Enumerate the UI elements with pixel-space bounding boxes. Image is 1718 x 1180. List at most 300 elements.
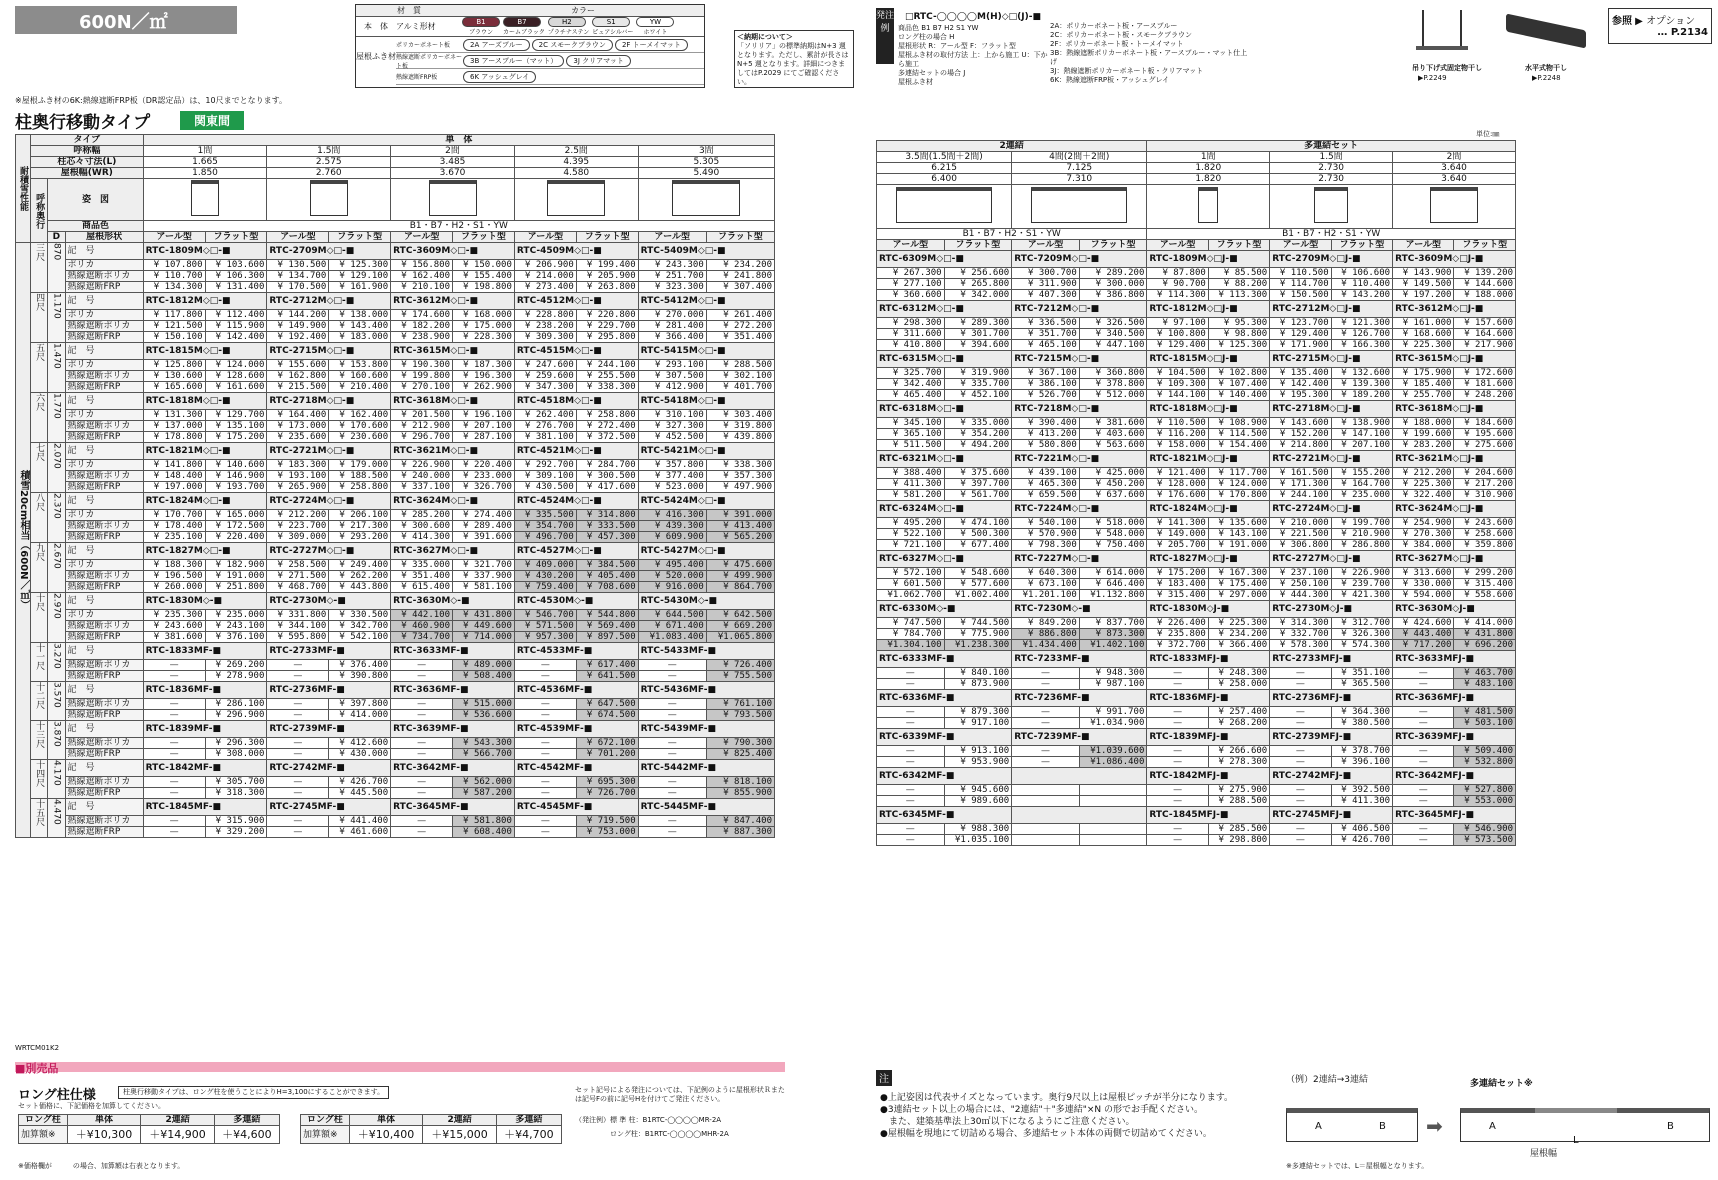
model-code: RTC-2715M◇□-■ bbox=[267, 343, 391, 360]
price-cell: ¥ 235.100 bbox=[143, 532, 205, 543]
price-cell: ¥ 272.400 bbox=[576, 421, 638, 432]
price-cell: ¥1.434.400 bbox=[1012, 640, 1080, 651]
model-code: RTC-2712M◇□J-■ bbox=[1270, 301, 1393, 318]
price-cell: ¥ 85.500 bbox=[1208, 268, 1269, 279]
price-row bbox=[877, 340, 1516, 351]
model-code: RTC-3639MF-■ bbox=[391, 721, 515, 738]
price-cell: ¥ 818.100 bbox=[706, 777, 774, 788]
price-cell: ¥ 193.700 bbox=[205, 482, 267, 493]
price-cell: ¥ 103.600 bbox=[205, 260, 267, 271]
dash-cell: — bbox=[267, 660, 329, 671]
price-cell: ¥ 226.900 bbox=[1331, 568, 1392, 579]
price-cell: ¥ 135.100 bbox=[205, 421, 267, 432]
arch-header: アール型 bbox=[267, 232, 329, 243]
shape-row bbox=[16, 232, 775, 243]
price-cell: ¥ 312.700 bbox=[1331, 618, 1392, 629]
price-cell: ¥ 88.200 bbox=[1208, 279, 1269, 290]
price-cell: ¥ 750.400 bbox=[1079, 540, 1147, 551]
price-cell: ¥ 300.500 bbox=[576, 471, 638, 482]
colors-double: B1・B7・H2・S1・YW bbox=[877, 229, 1147, 240]
color-chips bbox=[462, 17, 674, 36]
model-code: RTC-6321M◇□-■ bbox=[877, 451, 1012, 468]
price-cell: ¥ 90.700 bbox=[1147, 279, 1208, 290]
price-cell: ¥ 989.600 bbox=[944, 796, 1012, 807]
spec-col-material: 材 質 bbox=[397, 6, 421, 15]
dash-cell: — bbox=[1270, 746, 1331, 757]
price-cell: ¥ 142.400 bbox=[1270, 379, 1331, 390]
long-price: ＋¥15,000 bbox=[423, 1126, 497, 1144]
depth-name: 六尺 bbox=[31, 393, 48, 443]
depth-d: 2.970 bbox=[48, 593, 65, 643]
figure-header: 姿 図 bbox=[48, 179, 143, 221]
price-row bbox=[877, 279, 1516, 290]
price-cell: ¥ 315.900 bbox=[205, 816, 267, 827]
hanging-dryer-page[interactable]: ▶P.2249 bbox=[1418, 74, 1447, 82]
dash-cell: — bbox=[638, 710, 706, 721]
price-cell: ¥ 659.500 bbox=[1012, 490, 1080, 501]
price-cell: ¥ 143.900 bbox=[1393, 268, 1454, 279]
model-code: RTC-6327M◇□-■ bbox=[877, 551, 1012, 568]
price-cell: ¥ 137.000 bbox=[143, 421, 205, 432]
price-cell: ¥ 287.100 bbox=[453, 432, 515, 443]
price-cell: ¥ 305.700 bbox=[205, 777, 267, 788]
model-code: RTC-2736MF-■ bbox=[267, 682, 391, 699]
price-cell: ¥ 323.300 bbox=[638, 282, 706, 293]
order-example-2: ロング柱：B1RTC-◯◯◯◯MHR-2A bbox=[610, 1130, 729, 1138]
roof-row bbox=[396, 69, 704, 85]
order-item: 屋根形状 R：アール型 F：フラット型 bbox=[898, 42, 1016, 50]
price-cell: ¥ 223.700 bbox=[267, 521, 329, 532]
horizontal-dryer-page[interactable]: ▶P.2248 bbox=[1532, 74, 1561, 82]
roof-width-label: 屋根幅 bbox=[1530, 1149, 1558, 1159]
price-cell: ¥ 386.800 bbox=[1079, 290, 1147, 301]
flat-header: フラット型 bbox=[706, 232, 774, 243]
dash-cell: — bbox=[877, 785, 945, 796]
model-row bbox=[16, 721, 775, 738]
long-pillar-price-note: ※価格欄が の場合、加算額は右表となります。 bbox=[18, 1162, 185, 1170]
model-code: RTC-6318M◇□-■ bbox=[877, 401, 1012, 418]
price-row bbox=[16, 521, 775, 532]
dash-cell: — bbox=[1270, 679, 1331, 690]
roof-material: ポリカーボネート板 bbox=[396, 42, 450, 49]
carport-figure bbox=[391, 179, 515, 221]
price-cell: ¥ 185.400 bbox=[1393, 379, 1454, 390]
roof-code: 2F：ポリカーボネート板・トーメイマット bbox=[1050, 40, 1184, 48]
price-cell: ¥ 578.300 bbox=[1270, 640, 1331, 651]
price-cell: ¥1.132.800 bbox=[1079, 590, 1147, 601]
model-code: RTC-3636MF-■ bbox=[391, 682, 515, 699]
price-cell: ¥ 162.400 bbox=[391, 271, 453, 282]
model-code: RTC-5412M◇□-■ bbox=[638, 293, 774, 310]
price-cell: ¥ 489.000 bbox=[453, 660, 515, 671]
price-cell: ¥ 244.100 bbox=[1270, 490, 1331, 501]
dash-cell: — bbox=[1012, 746, 1080, 757]
long-pillar-table-2 bbox=[300, 1114, 562, 1144]
price-cell: ¥ 855.900 bbox=[706, 788, 774, 799]
depth-name: 三尺 bbox=[31, 243, 48, 293]
price-cell: ¥ 677.400 bbox=[944, 540, 1012, 551]
dash-cell: — bbox=[1012, 757, 1080, 768]
arch-header: アール型 bbox=[1393, 240, 1454, 251]
dash-cell: — bbox=[391, 827, 453, 838]
price-cell: ¥ 307.500 bbox=[638, 371, 706, 382]
price-cell: ¥ 520.000 bbox=[638, 571, 706, 582]
multi-set-footnote: ※多連結セットでは、L＝屋根幅となります。 bbox=[1286, 1162, 1429, 1170]
price-cell: ¥ 196.300 bbox=[453, 371, 515, 382]
price-cell: ¥ 351.400 bbox=[391, 571, 453, 582]
price-cell: ¥ 238.200 bbox=[514, 321, 576, 332]
price-cell: ¥ 257.400 bbox=[1208, 707, 1269, 718]
color-chip bbox=[592, 17, 633, 36]
price-cell: ¥ 104.500 bbox=[1147, 368, 1208, 379]
model-row bbox=[877, 807, 1516, 824]
color-row bbox=[16, 221, 775, 232]
roof-rows bbox=[396, 37, 704, 87]
price-cell: ¥ 864.700 bbox=[706, 582, 774, 593]
dash-cell bbox=[1012, 796, 1080, 807]
price-cell: ¥ 319.900 bbox=[944, 368, 1012, 379]
model-code: RTC-2712M◇□-■ bbox=[267, 293, 391, 310]
price-cell: ¥ 416.300 bbox=[638, 510, 706, 521]
price-cell: ¥ 714.000 bbox=[453, 632, 515, 643]
model-code: RTC-5433MF-■ bbox=[638, 643, 774, 660]
carport-figure bbox=[638, 179, 774, 221]
price-cell: ¥ 121.500 bbox=[143, 321, 205, 332]
price-cell: ¥ 243.600 bbox=[1454, 518, 1516, 529]
price-cell: ¥ 759.400 bbox=[514, 582, 576, 593]
price-cell: ¥ 326.500 bbox=[1079, 318, 1147, 329]
price-cell: ¥ 262.200 bbox=[329, 571, 391, 582]
colors-multi: B1・B7・H2・S1・YW bbox=[1147, 229, 1516, 240]
model-row bbox=[877, 651, 1516, 668]
price-row bbox=[16, 282, 775, 293]
arrow-icon: ➡ bbox=[1426, 1114, 1443, 1138]
row-label: 熱線遮断FRP bbox=[65, 671, 143, 682]
model-code: RTC-1836MF-■ bbox=[143, 682, 267, 699]
price-cell: ¥ 235.000 bbox=[205, 610, 267, 621]
arch-header: アール型 bbox=[638, 232, 706, 243]
price-cell bbox=[1079, 835, 1147, 846]
model-code: RTC-1809M◇□J-■ bbox=[1147, 251, 1270, 268]
price-cell: ¥ 225.300 bbox=[1208, 618, 1269, 629]
price-cell: ¥1.062.700 bbox=[877, 590, 945, 601]
model-row bbox=[877, 351, 1516, 368]
price-cell: ¥ 114.300 bbox=[1147, 290, 1208, 301]
col-name: 3間 bbox=[638, 146, 774, 157]
flat-header: フラット型 bbox=[576, 232, 638, 243]
price-cell: ¥ 673.100 bbox=[1012, 579, 1080, 590]
price-cell: ¥ 512.000 bbox=[1079, 390, 1147, 401]
price-cell: ¥ 708.600 bbox=[576, 582, 638, 593]
model-code bbox=[1012, 768, 1147, 785]
price-cell: ¥ 744.500 bbox=[944, 618, 1012, 629]
code-label: 記 号 bbox=[65, 243, 143, 260]
order-item: 屋根ふき材の取付方法 上：上から施工 U：下から施工 bbox=[898, 51, 1048, 68]
note-line: ●屋根幅を現地にて切詰める場合、多連結セット本体の両側で切詰めてください。 bbox=[880, 1129, 1212, 1139]
price-cell: ¥ 532.800 bbox=[1454, 757, 1516, 768]
dash-cell: — bbox=[638, 827, 706, 838]
price-cell: ¥ 250.100 bbox=[1270, 579, 1331, 590]
price-cell: ¥ 270.000 bbox=[638, 310, 706, 321]
dash-cell: — bbox=[1393, 835, 1454, 846]
price-cell: ¥ 121.400 bbox=[1147, 468, 1208, 479]
price-cell: ¥ 183.000 bbox=[329, 332, 391, 343]
price-cell: ¥ 207.100 bbox=[1331, 440, 1392, 451]
price-cell: ¥ 292.700 bbox=[514, 460, 576, 471]
code-label: 記 号 bbox=[65, 493, 143, 510]
long-header-row bbox=[19, 1115, 280, 1126]
model-code: RTC-7230M◇-■ bbox=[1012, 601, 1147, 618]
price-cell: ¥ 452.100 bbox=[944, 390, 1012, 401]
price-cell: ¥ 161.000 bbox=[1393, 318, 1454, 329]
price-cell: ¥ 357.300 bbox=[706, 471, 774, 482]
price-row bbox=[16, 532, 775, 543]
price-cell: ¥ 840.100 bbox=[944, 668, 1012, 679]
depth-name: 八尺 bbox=[31, 493, 48, 543]
dash-cell: — bbox=[267, 788, 329, 799]
model-code: RTC-7227M◇□-■ bbox=[1012, 551, 1147, 568]
carport-figure bbox=[877, 185, 1012, 229]
price-cell: ¥ 172.500 bbox=[205, 521, 267, 532]
price-row bbox=[877, 668, 1516, 679]
dash-cell: — bbox=[1393, 668, 1454, 679]
price-cell: ¥ 261.400 bbox=[706, 310, 774, 321]
model-code: RTC-1833MF-■ bbox=[143, 643, 267, 660]
color-swatch: S1 bbox=[592, 17, 630, 27]
price-cell: ¥ 289.200 bbox=[1079, 268, 1147, 279]
col-pillar-row bbox=[16, 157, 775, 168]
price-cell: ¥ 110.700 bbox=[143, 271, 205, 282]
dash-cell: — bbox=[1147, 757, 1208, 768]
price-cell: ¥ 258.500 bbox=[267, 560, 329, 571]
dash-cell: — bbox=[143, 699, 205, 710]
price-cell: ¥ 125.800 bbox=[143, 360, 205, 371]
price-row bbox=[16, 471, 775, 482]
price-cell: ¥ 225.300 bbox=[1393, 340, 1454, 351]
dash-cell: — bbox=[1393, 679, 1454, 690]
delivery-note-text: 「ソリリア」の標準納期はN+3 週となります。ただし、累計が長さはN+5 週となります。詳細につきましてはP.2029 にてご確認ください。 bbox=[737, 42, 849, 86]
price-cell: ¥ 499.900 bbox=[706, 571, 774, 582]
price-cell: ¥ 255.700 bbox=[1393, 390, 1454, 401]
price-cell: ¥ 157.600 bbox=[1454, 318, 1516, 329]
price-cell: ¥ 135.600 bbox=[1208, 518, 1269, 529]
price-cell: ¥ 190.300 bbox=[391, 360, 453, 371]
price-cell: ¥ 403.600 bbox=[1079, 429, 1147, 440]
price-cell: ¥ 406.500 bbox=[1331, 824, 1392, 835]
price-cell: ¥ 761.100 bbox=[706, 699, 774, 710]
model-code: RTC-2721M◇□-■ bbox=[267, 443, 391, 460]
price-cell: ¥ 128.600 bbox=[205, 371, 267, 382]
ref-page[interactable]: … P.2134 bbox=[1657, 27, 1708, 38]
price-cell: ¥ 381.100 bbox=[514, 432, 576, 443]
row-label: 熱線遮断ポリカ bbox=[65, 777, 143, 788]
price-cell: ¥ 407.300 bbox=[1012, 290, 1080, 301]
price-cell: ¥ 327.300 bbox=[638, 421, 706, 432]
price-row bbox=[16, 510, 775, 521]
dash-cell: — bbox=[391, 788, 453, 799]
price-row bbox=[16, 432, 775, 443]
price-cell: ¥ 149.000 bbox=[1147, 529, 1208, 540]
depth-name: 九尺 bbox=[31, 543, 48, 593]
price-cell: ¥ 988.300 bbox=[944, 824, 1012, 835]
price-cell: ¥ 226.400 bbox=[1147, 618, 1208, 629]
carport-icon bbox=[547, 180, 605, 216]
model-code: RTC-3630M◇-■ bbox=[391, 593, 515, 610]
price-cell: ¥ 168.600 bbox=[1393, 329, 1454, 340]
dash-cell: — bbox=[1270, 785, 1331, 796]
price-cell: ¥ 526.700 bbox=[1012, 390, 1080, 401]
price-cell: ¥ 131.400 bbox=[205, 282, 267, 293]
price-cell: ¥ 696.200 bbox=[1454, 640, 1516, 651]
col-WR: 6.400 bbox=[877, 174, 1012, 185]
row-label: 熱線遮断ポリカ bbox=[65, 699, 143, 710]
price-cell: ¥ 447.100 bbox=[1079, 340, 1147, 351]
price-cell: ¥ 205.700 bbox=[1147, 540, 1208, 551]
price-cell: ¥ 445.500 bbox=[329, 788, 391, 799]
price-cell: ¥ 474.100 bbox=[944, 518, 1012, 529]
price-cell: ¥ 755.500 bbox=[706, 671, 774, 682]
col-L: 7.125 bbox=[1012, 163, 1147, 174]
price-row bbox=[16, 827, 775, 838]
price-cell: ¥ 394.600 bbox=[944, 340, 1012, 351]
price-cell: ¥ 721.100 bbox=[877, 540, 945, 551]
col-pillar: 2.575 bbox=[267, 157, 391, 168]
price-cell: ¥ 337.100 bbox=[391, 482, 453, 493]
model-row bbox=[877, 401, 1516, 418]
price-cell: ¥ 825.400 bbox=[706, 749, 774, 760]
price-cell: ¥ 164.600 bbox=[1454, 329, 1516, 340]
multi-header: 多連結セット bbox=[1147, 141, 1516, 152]
price-cell: ¥ 212.200 bbox=[267, 510, 329, 521]
model-row bbox=[16, 243, 775, 260]
price-cell: ¥ 313.600 bbox=[1393, 568, 1454, 579]
price-cell: ¥ 378.700 bbox=[1331, 746, 1392, 757]
depth-name: 七尺 bbox=[31, 443, 48, 493]
dash-cell: — bbox=[877, 746, 945, 757]
price-cell: ¥ 214.000 bbox=[514, 271, 576, 282]
price-cell: ¥ 608.400 bbox=[453, 827, 515, 838]
price-cell: ¥ 647.500 bbox=[576, 699, 638, 710]
price-cell: ¥ 110.500 bbox=[1270, 268, 1331, 279]
model-row bbox=[877, 601, 1516, 618]
price-cell: ¥ 243.300 bbox=[638, 260, 706, 271]
col-roof: 3.670 bbox=[391, 168, 515, 179]
price-cell: ¥ 117.800 bbox=[143, 310, 205, 321]
roof-code: 6K：熱線遮断FRP板・アッシュグレイ bbox=[1050, 76, 1170, 84]
model-code: RTC-3627M◇□J-■ bbox=[1393, 551, 1516, 568]
model-code: RTC-5424M◇□-■ bbox=[638, 493, 774, 510]
price-cell: ¥ 139.200 bbox=[1454, 268, 1516, 279]
price-cell: ¥ 146.900 bbox=[205, 471, 267, 482]
price-cell: ¥ 376.400 bbox=[329, 660, 391, 671]
price-cell: ¥ 275.900 bbox=[1208, 785, 1269, 796]
price-cell: ¥ 303.400 bbox=[706, 410, 774, 421]
price-cell: ¥ 144.100 bbox=[1147, 390, 1208, 401]
price-cell: ¥ 430.200 bbox=[514, 571, 576, 582]
long-pillar-table-1 bbox=[18, 1114, 280, 1144]
price-cell: ¥ 125.300 bbox=[329, 260, 391, 271]
separate-items-title: ■別売品 bbox=[15, 1062, 59, 1075]
price-cell: ¥ 239.700 bbox=[1331, 579, 1392, 590]
price-cell: ¥ 100.800 bbox=[1147, 329, 1208, 340]
dash-cell: — bbox=[877, 796, 945, 807]
price-cell: ¥ 543.300 bbox=[453, 738, 515, 749]
order-code: □RTC-◯◯◯◯M(H)◇□(J)-■ bbox=[905, 12, 1041, 22]
price-cell: ¥ 175.200 bbox=[205, 432, 267, 443]
model-code: RTC-1827M◇□J-■ bbox=[1147, 551, 1270, 568]
price-cell: ¥ 144.600 bbox=[1454, 279, 1516, 290]
price-cell: ¥ 277.100 bbox=[877, 279, 945, 290]
price-cell: ¥ 195.600 bbox=[1454, 429, 1516, 440]
model-row bbox=[877, 729, 1516, 746]
price-cell: ¥ 414.000 bbox=[1454, 618, 1516, 629]
price-cell: ¥ 130.600 bbox=[143, 371, 205, 382]
row-label: 熱線遮断FRP bbox=[65, 432, 143, 443]
price-cell: ¥ 193.100 bbox=[267, 471, 329, 482]
model-code: RTC-1824M◇□J-■ bbox=[1147, 501, 1270, 518]
price-cell: ¥ 237.100 bbox=[1270, 568, 1331, 579]
price-cell: ¥ 210.900 bbox=[1331, 529, 1392, 540]
dash-cell: — bbox=[1270, 824, 1331, 835]
price-cell: ¥ 483.100 bbox=[1454, 679, 1516, 690]
price-cell: ¥ 244.100 bbox=[576, 360, 638, 371]
price-cell: ¥ 150.000 bbox=[453, 260, 515, 271]
dash-cell: — bbox=[638, 660, 706, 671]
col-L: 6.215 bbox=[877, 163, 1012, 174]
price-cell: ¥ 425.000 bbox=[1079, 468, 1147, 479]
model-code: RTC-1821M◇□-■ bbox=[143, 443, 267, 460]
price-cell: ¥ 695.300 bbox=[576, 777, 638, 788]
colors-value: B1・B7・H2・S1・YW bbox=[143, 221, 774, 232]
depth-d: 2.670 bbox=[48, 543, 65, 593]
dash-cell: — bbox=[1147, 679, 1208, 690]
price-cell: ¥ 124.000 bbox=[205, 360, 267, 371]
dash-cell: — bbox=[1147, 707, 1208, 718]
dash-cell: — bbox=[1012, 668, 1080, 679]
price-cell: ¥ 515.000 bbox=[453, 699, 515, 710]
price-cell: ¥ 558.600 bbox=[1454, 590, 1516, 601]
price-cell: ¥ 170.500 bbox=[267, 282, 329, 293]
price-row bbox=[877, 618, 1516, 629]
price-cell: ¥ 182.900 bbox=[205, 560, 267, 571]
price-cell: ¥1.086.400 bbox=[1079, 757, 1147, 768]
model-code: RTC-1809M◇□-■ bbox=[143, 243, 267, 260]
price-cell: ¥ 314.800 bbox=[576, 510, 638, 521]
roof-option: 2C スモークブラウン bbox=[532, 39, 613, 51]
price-cell: ¥ 298.300 bbox=[877, 318, 945, 329]
price-cell: ¥ 609.900 bbox=[638, 532, 706, 543]
model-code: RTC-3621M◇□J-■ bbox=[1393, 451, 1516, 468]
price-cell: ¥ 147.100 bbox=[1331, 429, 1392, 440]
order-item: 屋根ふき材 bbox=[898, 78, 933, 86]
dash-cell: — bbox=[514, 710, 576, 721]
price-cell: ¥ 481.500 bbox=[1454, 707, 1516, 718]
model-code: RTC-3612M◇□-■ bbox=[391, 293, 515, 310]
col-roof: 1.850 bbox=[143, 168, 267, 179]
load-rating-bar bbox=[15, 6, 237, 34]
col-pillar-header: 柱芯々寸法(L) bbox=[31, 157, 144, 168]
price-cell: ¥ 182.200 bbox=[391, 321, 453, 332]
price-row bbox=[16, 660, 775, 671]
price-cell: ¥ 342.700 bbox=[329, 621, 391, 632]
price-cell: ¥ 268.200 bbox=[1208, 718, 1269, 729]
col-name: 1.5間 bbox=[1270, 152, 1393, 163]
price-cell: ¥ 496.700 bbox=[514, 532, 576, 543]
price-cell: ¥ 199.600 bbox=[1393, 429, 1454, 440]
price-cell: ¥ 108.900 bbox=[1208, 418, 1269, 429]
roof-code: 3J：熱線遮断ポリカーボネート板・クリアマット bbox=[1050, 67, 1204, 75]
price-cell: ¥ 784.700 bbox=[877, 629, 945, 640]
